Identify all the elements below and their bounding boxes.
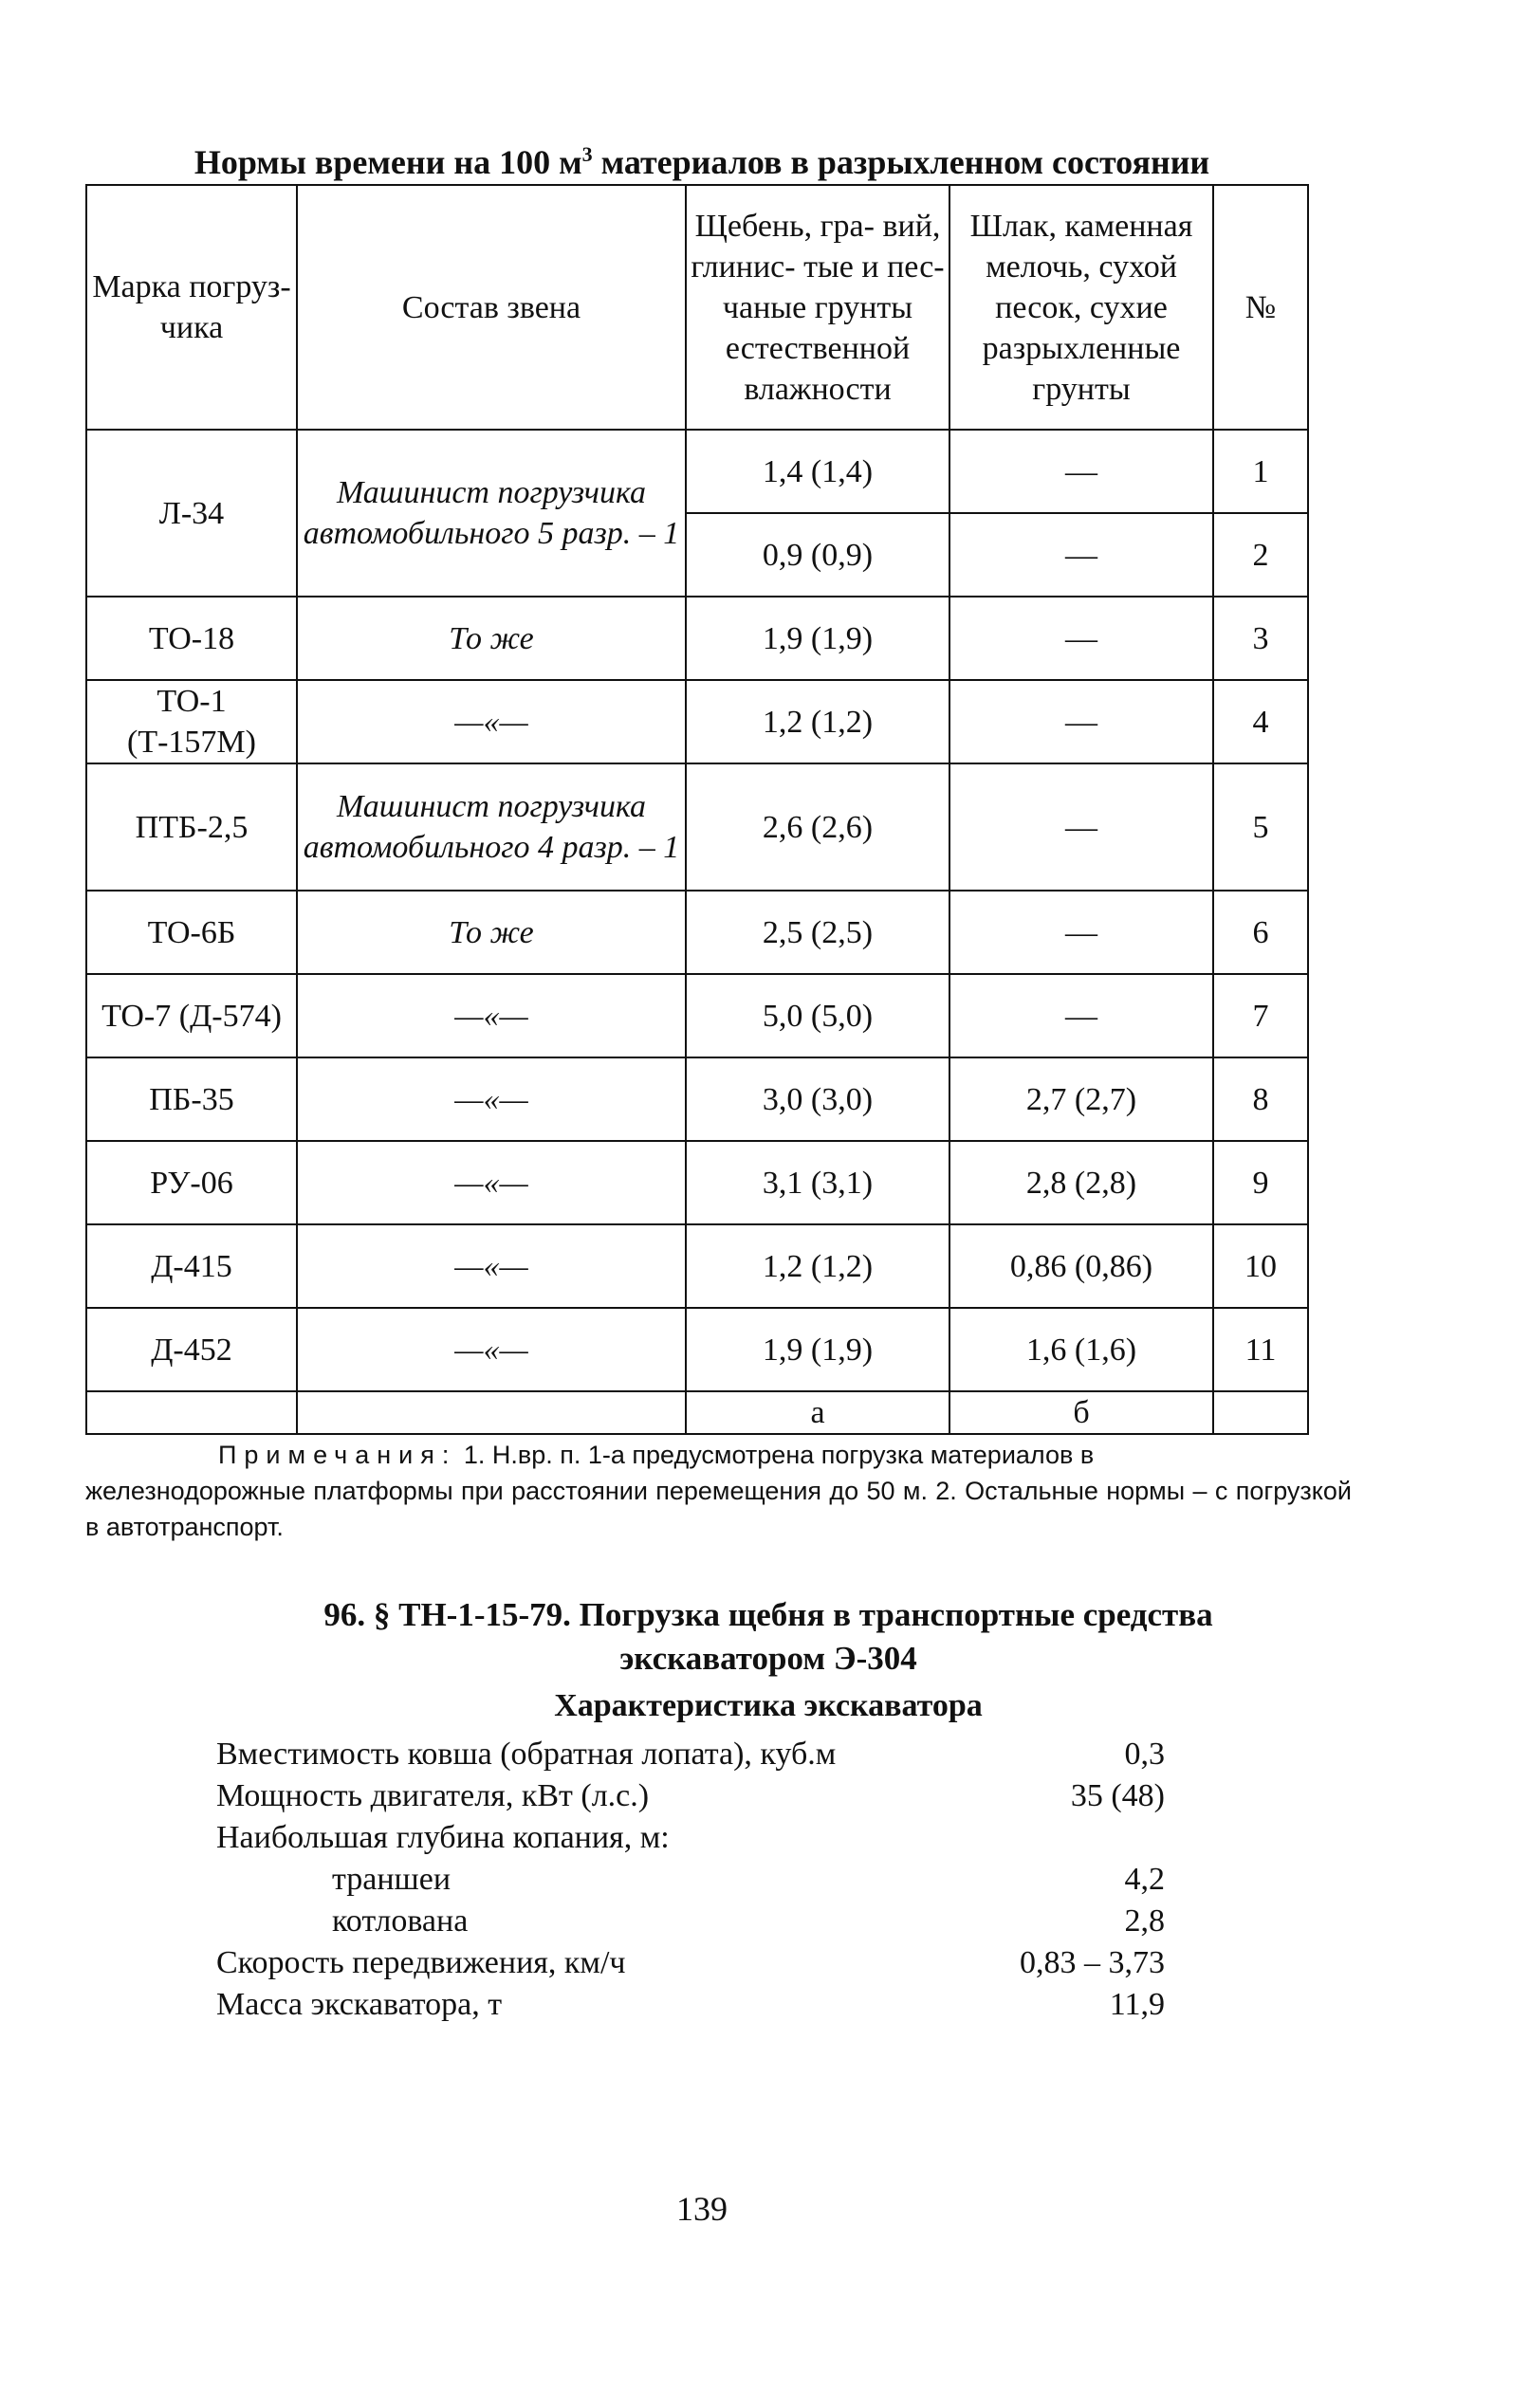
spec-label: котлована — [332, 1903, 469, 1939]
cell-b: 2,8 (2,8) — [949, 1141, 1213, 1224]
spec-row — [216, 1984, 1165, 2026]
cell-a: 0,9 (0,9) — [686, 513, 949, 597]
cell-crew: —«— — [297, 1308, 686, 1391]
cell-crew: —«— — [297, 1141, 686, 1224]
footer-col-b: б — [949, 1391, 1213, 1434]
spec-label: траншеи — [332, 1862, 452, 1897]
cell-b: — — [949, 513, 1213, 597]
cell-crew: —«— — [297, 974, 686, 1057]
spec-row — [216, 1817, 1165, 1859]
cell-crew: Машинист погрузчика автомобильного 4 разр. – 1 — [297, 763, 686, 891]
section-heading — [152, 1593, 1385, 1681]
header-col-a: Щебень, гра- вий, глинис- тые и пес- чаные грунты естественной влажности — [686, 185, 949, 430]
cell-num: 5 — [1213, 763, 1308, 891]
cell-num: 11 — [1213, 1308, 1308, 1391]
page-number: 139 — [676, 2190, 728, 2228]
footer-empty-brand — [86, 1391, 297, 1434]
cell-b: — — [949, 680, 1213, 763]
table-footer-row — [86, 1391, 1308, 1434]
spec-value: 4,2 — [1124, 1862, 1165, 1897]
cell-b: — — [949, 597, 1213, 680]
section-heading-line2: экскаватором Э-304 — [619, 1640, 917, 1677]
table-title — [85, 142, 1318, 182]
spec-label: Вместимость ковша (обратная лопата), куб.м — [216, 1737, 837, 1772]
cell-brand: Д-415 — [86, 1224, 297, 1308]
footer-empty-crew — [297, 1391, 686, 1434]
spec-row — [216, 1901, 1165, 1942]
cell-brand: ТО-7 (Д-574) — [86, 974, 297, 1057]
cell-brand: ПБ-35 — [86, 1057, 297, 1141]
table-row — [86, 1224, 1308, 1308]
excavator-spec-list — [216, 1734, 1165, 2026]
table-note-continuation: железнодорожные платформы при расстоянии перемещения до 50 м. 2. Остальные нормы – с погрузкой в автотранспорт. — [85, 1477, 1352, 1541]
table-row — [86, 597, 1308, 680]
cell-num: 4 — [1213, 680, 1308, 763]
cell-a: 1,9 (1,9) — [686, 1308, 949, 1391]
cell-num: 3 — [1213, 597, 1308, 680]
cell-brand: ПТБ-2,5 — [86, 763, 297, 891]
spec-row — [216, 1942, 1165, 1984]
table-title-superscript: 3 — [581, 142, 593, 166]
table-row — [86, 1308, 1308, 1391]
cell-num: 6 — [1213, 891, 1308, 974]
cell-a: 2,5 (2,5) — [686, 891, 949, 974]
cell-crew: —«— — [297, 680, 686, 763]
cell-a: 3,1 (3,1) — [686, 1141, 949, 1224]
cell-a: 5,0 (5,0) — [686, 974, 949, 1057]
cell-num: 1 — [1213, 430, 1308, 513]
spec-value: 11,9 — [1109, 1987, 1165, 2022]
table-title-main: Нормы времени на 100 м — [194, 143, 582, 181]
table-row — [86, 891, 1308, 974]
spec-row — [216, 1775, 1165, 1817]
footer-col-a: а — [686, 1391, 949, 1434]
header-col-b: Шлак, каменная мелочь, сухой песок, сухие разрыхленные грунты — [949, 185, 1213, 430]
cell-brand: ТО-18 — [86, 597, 297, 680]
cell-num: 10 — [1213, 1224, 1308, 1308]
table-row — [86, 1057, 1308, 1141]
note-line1: 1. Н.вр. п. 1-а предусмотрена погрузка материалов в — [456, 1441, 1095, 1469]
table-row — [86, 974, 1308, 1057]
section-heading-line1: 96. § ТН-1-15-79. Погрузка щебня в транспортные средства — [323, 1596, 1213, 1633]
table-row — [86, 1141, 1308, 1224]
spec-value: 2,8 — [1124, 1903, 1165, 1939]
cell-crew: —«— — [297, 1057, 686, 1141]
spec-title: Характеристика экскаватора — [554, 1688, 983, 1723]
cell-a: 1,2 (1,2) — [686, 680, 949, 763]
cell-brand: Д-452 — [86, 1308, 297, 1391]
cell-crew: То же — [297, 891, 686, 974]
cell-crew: Машинист погрузчика автомобильного 5 разр. – 1 — [297, 430, 686, 597]
cell-a: 2,6 (2,6) — [686, 763, 949, 891]
cell-num: 2 — [1213, 513, 1308, 597]
cell-b: — — [949, 763, 1213, 891]
spec-value: 0,3 — [1124, 1737, 1165, 1772]
spec-value: 0,83 – 3,73 — [1020, 1945, 1165, 1980]
header-crew: Состав звена — [297, 185, 686, 430]
time-norms-table — [85, 184, 1309, 1435]
spec-row — [216, 1859, 1165, 1901]
header-num: № — [1213, 185, 1308, 430]
cell-num: 7 — [1213, 974, 1308, 1057]
table-row — [86, 680, 1308, 763]
cell-num: 8 — [1213, 1057, 1308, 1141]
spec-label: Масса экскаватора, т — [216, 1987, 503, 2022]
cell-b: 1,6 (1,6) — [949, 1308, 1213, 1391]
cell-b: 0,86 (0,86) — [949, 1224, 1213, 1308]
cell-crew: То же — [297, 597, 686, 680]
spec-label: Скорость передвижения, км/ч — [216, 1945, 626, 1980]
table-header-row — [86, 185, 1308, 430]
table-row — [86, 763, 1308, 891]
cell-a: 1,2 (1,2) — [686, 1224, 949, 1308]
spec-row — [216, 1734, 1165, 1775]
cell-a: 1,9 (1,9) — [686, 597, 949, 680]
cell-a: 1,4 (1,4) — [686, 430, 949, 513]
cell-b: — — [949, 974, 1213, 1057]
table-title-rest: материалов в разрыхленном состоянии — [592, 143, 1210, 181]
spec-value: 35 (48) — [1070, 1778, 1165, 1813]
table-row — [86, 430, 1308, 513]
cell-num: 9 — [1213, 1141, 1308, 1224]
cell-brand: ТО-6Б — [86, 891, 297, 974]
cell-a: 3,0 (3,0) — [686, 1057, 949, 1141]
cell-b: — — [949, 430, 1213, 513]
note-lead: Примечания: — [218, 1441, 457, 1469]
footer-empty-num — [1213, 1391, 1308, 1434]
cell-brand: ТО-1 (Т-157М) — [86, 680, 297, 763]
spec-label: Наибольшая глубина копания, м: — [216, 1820, 670, 1855]
table-note — [218, 1437, 1352, 1473]
cell-brand: РУ-06 — [86, 1141, 297, 1224]
cell-b: 2,7 (2,7) — [949, 1057, 1213, 1141]
cell-brand: Л-34 — [86, 430, 297, 597]
cell-crew: —«— — [297, 1224, 686, 1308]
cell-b: — — [949, 891, 1213, 974]
spec-label: Мощность двигателя, кВт (л.с.) — [216, 1778, 650, 1813]
header-brand: Марка погруз- чика — [86, 185, 297, 430]
